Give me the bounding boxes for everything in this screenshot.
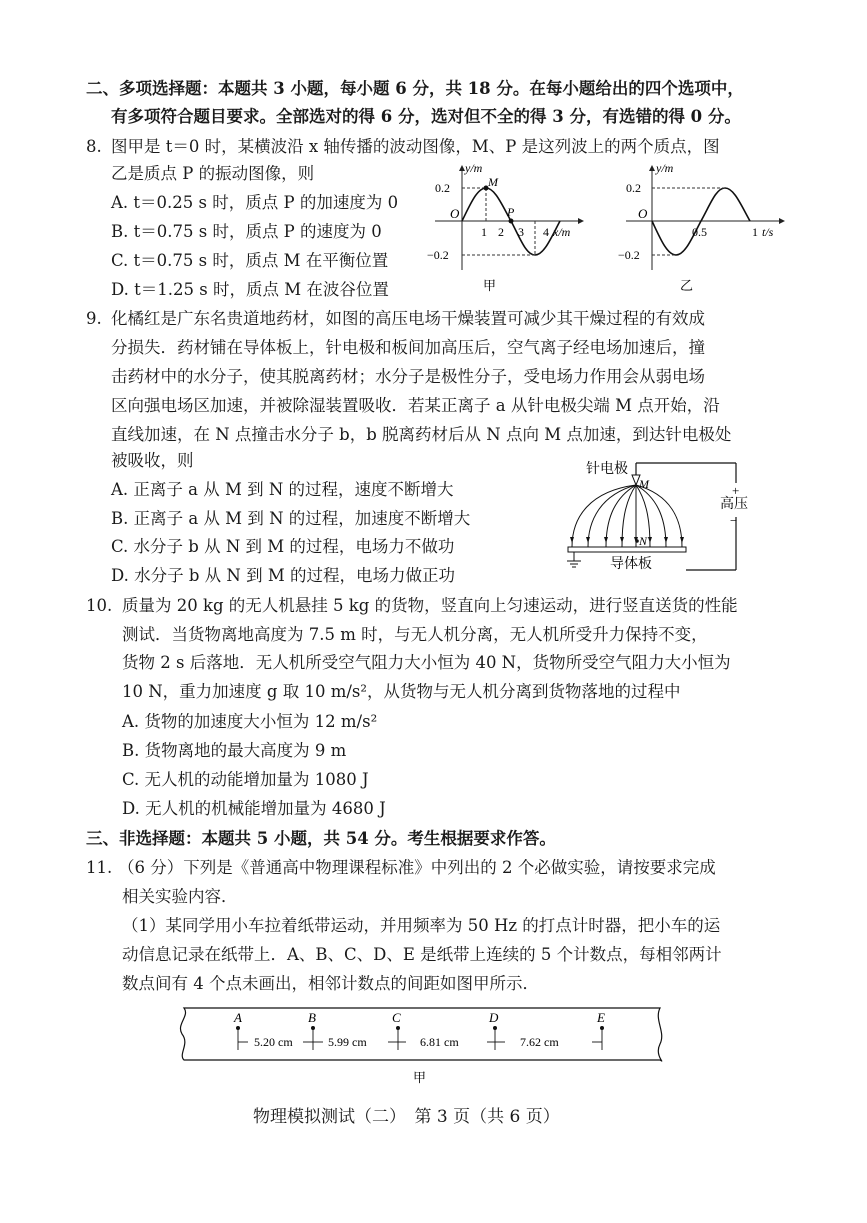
- q9-option-a: A. 正离子 a 从 M 到 N 的过程，速度不断增大: [111, 480, 454, 499]
- fig-a-tick-2: 2: [498, 225, 504, 239]
- q9-line5: 直线加速，在 N 点撞击水分子 b，b 脱离药材后从 N 点向 M 点加速，到达针电极处: [111, 425, 732, 444]
- tape-point-d: D: [489, 1010, 499, 1025]
- q10-option-c: C. 无人机的动能增加量为 1080 J: [122, 770, 369, 789]
- tape-point-c: C: [392, 1010, 401, 1025]
- q10-option-a: A. 货物的加速度大小恒为 12 m/s²: [122, 712, 378, 731]
- fig-a-origin: O: [450, 206, 460, 221]
- q9-number: 9.: [86, 309, 102, 328]
- wave-graph-figure: [425, 158, 595, 298]
- q8-option-c: C. t＝0.75 s 时，质点 M 在平衡位置: [111, 251, 389, 270]
- tape-gap-bc: 5.99 cm: [328, 1035, 367, 1049]
- conductor-plate-label: 导体板: [610, 557, 652, 572]
- minus-sign: −: [730, 513, 738, 528]
- q10-line2: 测试．当货物离地高度为 7.5 m 时，与无人机分离，无人机所受升力保持不变，: [122, 625, 708, 644]
- tape-point-a: A: [234, 1010, 242, 1025]
- tape-caption: 甲: [413, 1070, 427, 1085]
- q9-option-d: D. 水分子 b 从 N 到 M 的过程，电场力做正功: [111, 566, 455, 585]
- fig-b-x-unit: t/s: [762, 225, 774, 239]
- q9-line6: 被吸收，则: [111, 451, 194, 470]
- q8-option-b: B. t＝0.75 s 时，质点 P 的速度为 0: [111, 222, 382, 241]
- q8-option-d: D. t＝1.25 s 时，质点 M 在波谷位置: [111, 280, 389, 299]
- q9-line1: 化橘红是广东名贵道地药材，如图的高压电场干燥装置可减少其干燥过程的有效成: [111, 309, 705, 328]
- fig-a-caption: 甲: [483, 278, 497, 293]
- section2-line2: 有多项符合题目要求。全部选对的得 6 分，选对但不全的得 3 分，有选错的得 0 分。: [111, 107, 741, 126]
- q11-line2: 相关实验内容．: [122, 887, 238, 906]
- q9-line2: 分损失．药材铺在导体板上，针电极和板间加高压后，空气离子经电场加速后，撞: [111, 338, 705, 357]
- q10-number: 10.: [86, 596, 113, 615]
- electric-field-figure: [560, 455, 760, 580]
- fig-b-y-bottom: −0.2: [618, 248, 640, 262]
- vibration-graph-figure: [612, 158, 792, 298]
- q11-number: 11.: [86, 858, 113, 877]
- fig-b-origin: O: [638, 206, 648, 221]
- fig-a-y-top: 0.2: [435, 181, 450, 195]
- q8-option-a: A. t＝0.25 s 时，质点 P 的加速度为 0: [111, 193, 399, 212]
- tape-point-b: B: [308, 1010, 316, 1025]
- q10-line1: 质量为 20 kg 的无人机悬挂 5 kg 的货物，竖直向上匀速运动，进行竖直送货的性能: [122, 596, 738, 615]
- fig-b-caption: 乙: [680, 278, 694, 293]
- fig-a-tick-4: 4: [543, 225, 549, 239]
- page-footer: 物理模拟测试（二） 第 3 页（共 6 页）: [253, 1107, 560, 1127]
- point-m-label: M: [639, 477, 649, 491]
- q10-option-b: B. 货物离地的最大高度为 9 m: [122, 741, 347, 760]
- q11-line1: （6 分）下列是《普通高中物理课程标准》中列出的 2 个必做实验，请按要求完成: [118, 858, 716, 877]
- section3-header: 三、非选择题：本题共 5 小题，共 54 分。考生根据要求作答。: [86, 829, 556, 848]
- q10-line4: 10 N，重力加速度 g 取 10 m/s²，从货物与无人机分离到货物落地的过程中: [122, 682, 681, 701]
- q10-line3: 货物 2 s 后落地．无人机所受空气阻力大小恒为 40 N，货物所受空气阻力大小恒为: [122, 653, 731, 672]
- fig-a-x-unit: x/m: [553, 225, 571, 239]
- point-n-label: N: [639, 534, 648, 548]
- q11-sub1-line1: （1）某同学用小车拉着纸带运动，并用频率为 50 Hz 的打点计时器，把小车的运: [122, 916, 721, 935]
- q8-stem-line2: 乙是质点 P 的振动图像，则: [111, 164, 315, 183]
- fig-a-tick-3: 3: [518, 225, 524, 239]
- q11-sub1-line2: 动信息记录在纸带上．A、B、C、D、E 是纸带上连续的 5 个计数点，每相邻两计: [122, 945, 722, 964]
- fig-b-tick-1: 1: [752, 225, 758, 239]
- plus-sign: +: [732, 483, 740, 498]
- fig-a-y-unit: y/m: [465, 161, 483, 175]
- fig-b-y-unit: y/m: [656, 161, 674, 175]
- paper-tape-figure: [170, 1002, 670, 1090]
- section2-line1: 二、多项选择题：本题共 3 小题，每小题 6 分，共 18 分。在每小题给出的四个选项中，: [86, 79, 744, 98]
- tape-gap-cd: 6.81 cm: [420, 1035, 459, 1049]
- q11-sub1-line3: 数点间有 4 个点未画出，相邻计数点的间距如图甲所示．: [122, 974, 539, 993]
- q8-stem-line1: 图甲是 t＝0 时，某横波沿 x 轴传播的波动图像，M、P 是这列波上的两个质点，图: [111, 137, 720, 156]
- q10-option-d: D. 无人机的机械能增加量为 4680 J: [122, 799, 386, 818]
- fig-b-y-top: 0.2: [626, 181, 641, 195]
- high-voltage-label: 高压: [720, 497, 748, 512]
- tape-point-e: E: [597, 1010, 605, 1025]
- fig-b-tick-05: 0.5: [692, 225, 707, 239]
- tape-gap-de: 7.62 cm: [520, 1035, 559, 1049]
- q9-option-c: C. 水分子 b 从 N 到 M 的过程，电场力不做功: [111, 537, 455, 556]
- fig-a-y-bottom: −0.2: [427, 248, 449, 262]
- fig-a-label-m: M: [488, 175, 498, 189]
- needle-electrode-label: 针电极: [586, 462, 628, 477]
- q9-option-b: B. 正离子 a 从 M 到 N 的过程，加速度不断增大: [111, 509, 471, 528]
- tape-gap-ab: 5.20 cm: [254, 1035, 293, 1049]
- q8-number: 8.: [86, 137, 102, 156]
- fig-a-tick-1: 1: [481, 225, 487, 239]
- fig-a-label-p: P: [507, 205, 515, 219]
- q9-line3: 击药材中的水分子，使其脱离药材；水分子是极性分子，受电场力作用会从弱电场: [111, 367, 705, 386]
- q9-line4: 区向强电场区加速，并被除湿装置吸收．若某正离子 a 从针电极尖端 M 点开始，沿: [111, 396, 720, 415]
